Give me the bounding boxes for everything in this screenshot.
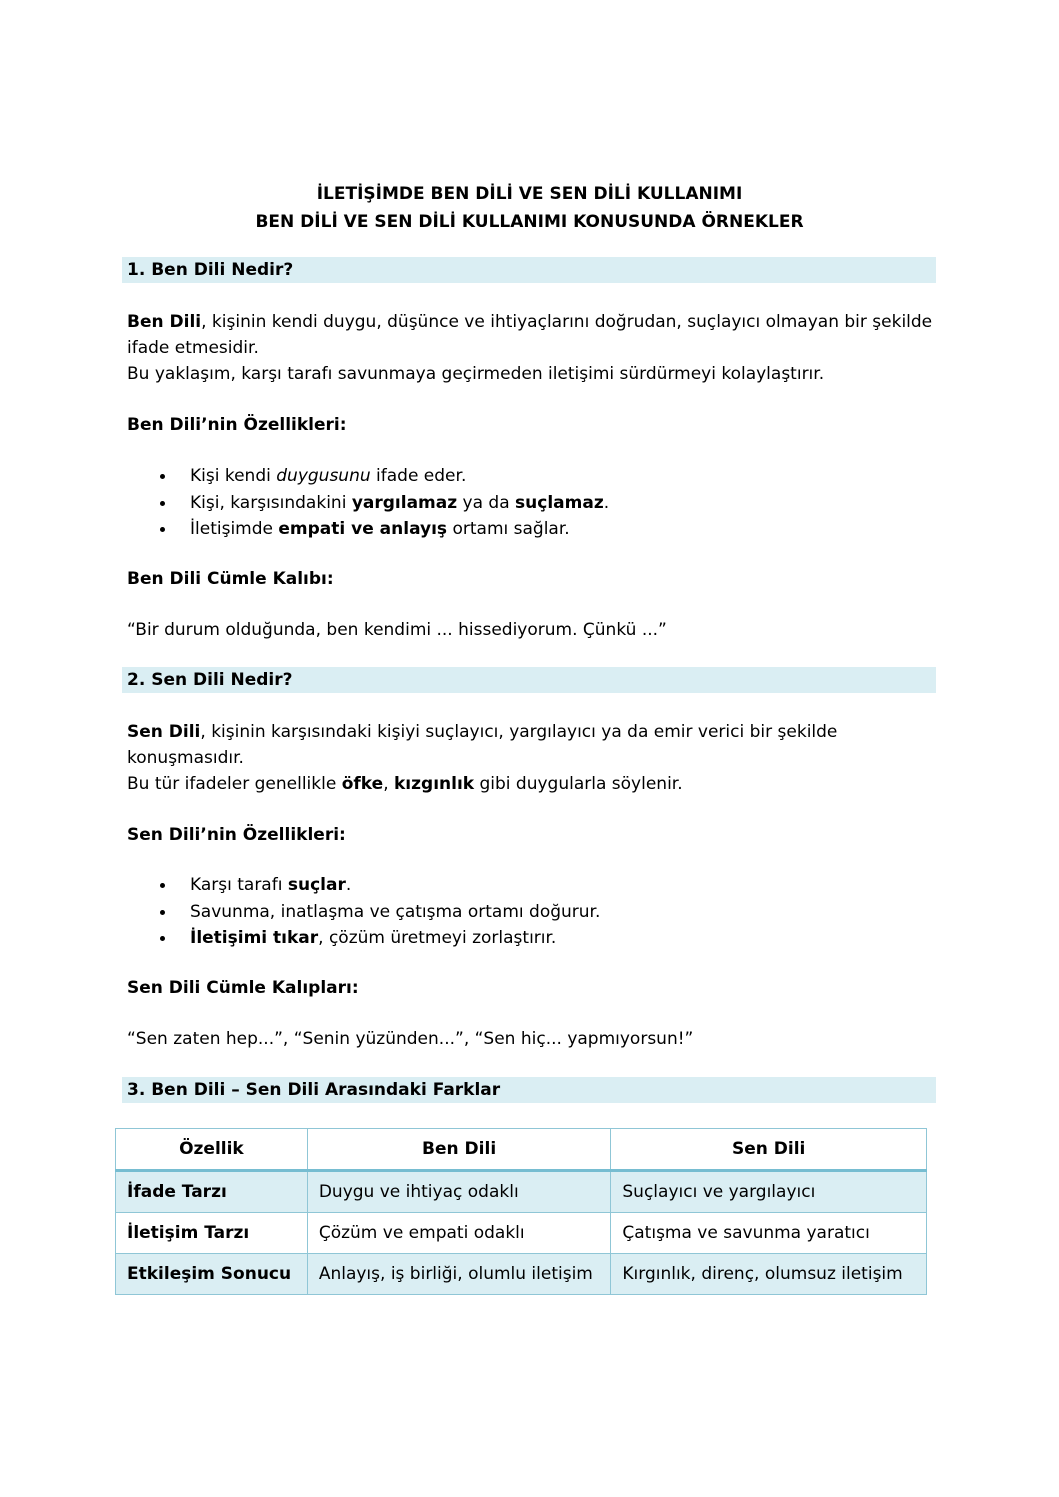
table-cell: Anlayış, iş birliği, olumlu iletişim xyxy=(307,1254,611,1295)
sen-dili-pattern-heading: Sen Dili Cümle Kalıpları: xyxy=(127,978,359,998)
table-cell: Çözüm ve empati odaklı xyxy=(307,1213,611,1254)
bullet-icon xyxy=(160,936,165,941)
table-cell: Çatışma ve savunma yaratıcı xyxy=(611,1213,927,1254)
sen-dili-definition-text: , kişinin karşısındaki kişiyi suçlayıcı, yargılayıcı ya da emir verici bir şekilde konuşmasıdır. xyxy=(127,722,838,768)
table-header-row xyxy=(116,1129,927,1171)
table-row-header: İfade Tarzı xyxy=(116,1171,308,1213)
section-1-definition xyxy=(127,309,937,387)
sen-dili-pattern: “Sen zaten hep...”, “Senin yüzünden...”, “Sen hiç... yapmıyorsun!” xyxy=(127,1029,694,1049)
bullet-icon xyxy=(160,883,165,888)
sen-dili-term: Sen Dili xyxy=(127,722,201,742)
table-header-cell: Özellik xyxy=(116,1129,308,1171)
ben-dili-pattern-heading: Ben Dili Cümle Kalıbı: xyxy=(127,569,334,589)
bullet-icon xyxy=(160,910,165,915)
table-header-cell: Sen Dili xyxy=(611,1129,927,1171)
bullet-icon xyxy=(160,474,165,479)
section-2-definition: Sen Dili, kişinin karşısındaki kişiyi suçlayıcı, yargılayıcı ya da emir verici bir şekilde konuşmasıdır. Bu tür ifadeler genellikle öfke, kızgınlık gibi duygularla söylenir. xyxy=(127,722,838,794)
sen-dili-features-list xyxy=(127,872,600,952)
list-item: Karşı tarafı suçlar. xyxy=(127,872,600,899)
table-cell: Suçlayıcı ve yargılayıcı xyxy=(611,1171,927,1213)
ben-dili-pattern: “Bir durum olduğunda, ben kendimi ... hissediyorum. Çünkü ...” xyxy=(127,620,667,640)
section-1-heading: 1. Ben Dili Nedir? xyxy=(122,257,936,283)
table-cell: Duygu ve ihtiyaç odaklı xyxy=(307,1171,611,1213)
list-item: Kişi, karşısındakini yargılamaz ya da suçlamaz. xyxy=(127,490,609,517)
list-item: İletişimi tıkar, çözüm üretmeyi zorlaştırır. xyxy=(127,925,600,952)
ben-dili-term: Ben Dili xyxy=(127,312,202,332)
comparison-table xyxy=(115,1128,927,1295)
document-title xyxy=(0,180,1059,236)
section-3-heading: 3. Ben Dili – Sen Dili Arasındaki Farklar xyxy=(122,1077,936,1103)
list-item: Savunma, inatlaşma ve çatışma ortamı doğurur. xyxy=(127,899,600,926)
ben-dili-features-list xyxy=(127,463,609,543)
list-item: Kişi kendi duygusunu ifade eder. xyxy=(127,463,609,490)
sen-dili-features-heading: Sen Dili’nin Özellikleri: xyxy=(127,825,346,845)
table-cell: Kırgınlık, direnç, olumsuz iletişim xyxy=(611,1254,927,1295)
table-row-header: Etkileşim Sonucu xyxy=(116,1254,308,1295)
table-row-header: İletişim Tarzı xyxy=(116,1213,308,1254)
ben-dili-definition-text: , kişinin kendi duygu, düşünce ve ihtiyaçlarını doğrudan, suçlayıcı olmayan bir şekilde ifade etmesidir. xyxy=(127,312,933,358)
bullet-icon xyxy=(160,501,165,506)
table-row xyxy=(116,1254,927,1295)
section-2-heading: 2. Sen Dili Nedir? xyxy=(122,667,936,693)
table-header-cell: Ben Dili xyxy=(307,1129,611,1171)
title-line-1: İLETİŞİMDE BEN DİLİ VE SEN DİLİ KULLANIMI xyxy=(316,184,743,204)
table-row xyxy=(116,1171,927,1213)
bullet-icon xyxy=(160,527,165,532)
ben-dili-features-heading: Ben Dili’nin Özellikleri: xyxy=(127,415,347,435)
ben-dili-definition-text-2: Bu yaklaşım, karşı tarafı savunmaya geçirmeden iletişimi sürdürmeyi kolaylaştırır. xyxy=(127,364,825,384)
list-item: İletişimde empati ve anlayış ortamı sağlar. xyxy=(127,516,609,543)
title-line-2: BEN DİLİ VE SEN DİLİ KULLANIMI KONUSUNDA ÖRNEKLER xyxy=(255,212,804,232)
table-row xyxy=(116,1213,927,1254)
